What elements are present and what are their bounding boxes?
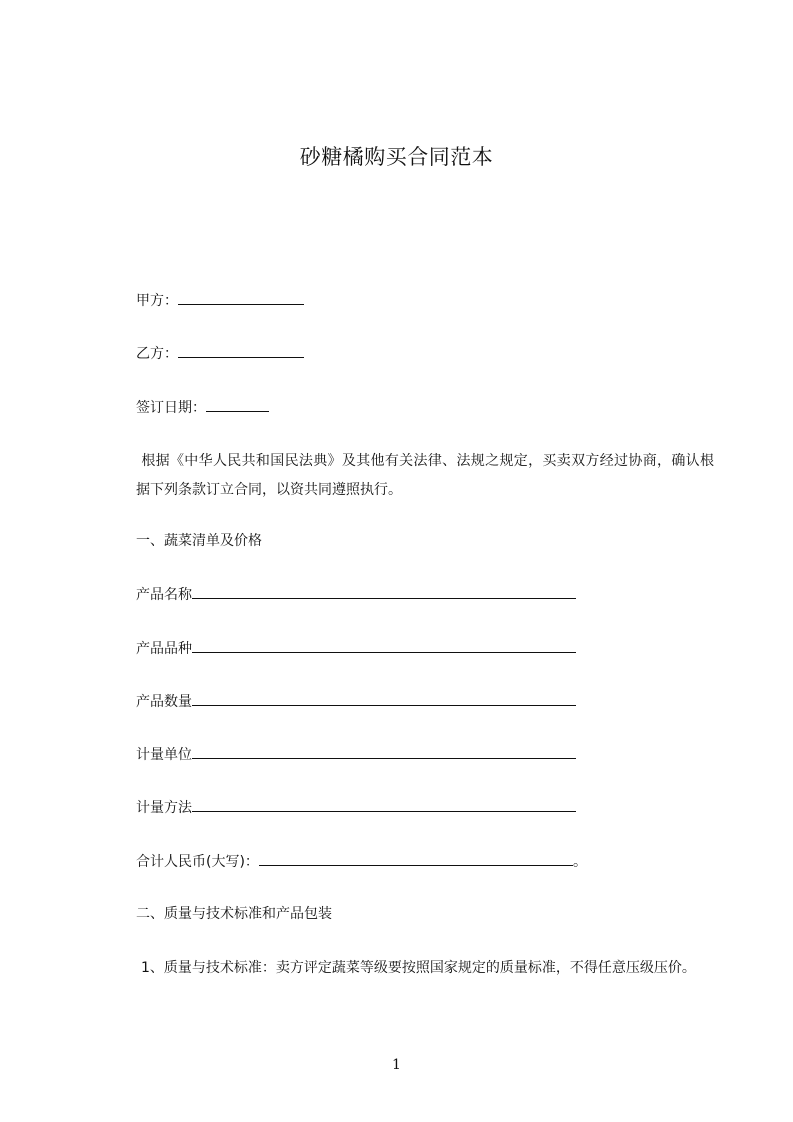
sign-date-blank [206,397,269,412]
field-label: 产品品种 [136,641,192,657]
field-label: 产品名称 [136,587,192,603]
party-a-blank [178,290,304,305]
field-label: 产品数量 [136,694,192,710]
party-a-line [136,290,304,311]
party-b-blank [178,343,304,358]
total-label: 合计人民币(大写)： [136,854,259,870]
total-line [136,851,587,872]
intro-paragraph [136,447,714,505]
field-row [136,584,576,605]
total-suffix: 。 [572,854,587,870]
clause-1-paragraph [136,954,714,983]
party-b-line [136,343,304,364]
field-blank [192,797,576,812]
page-number: 1 [392,1057,401,1073]
field-label: 计量单位 [136,747,192,763]
section1-heading: 一、蔬菜清单及价格 [136,533,262,549]
total-blank [259,851,573,866]
intro-text: 根据《中华人民共和国民法典》及其他有关法律、法规之规定，买卖双方经过协商，确认根据下列条款订立合同，以资共同遵照执行。 [136,453,714,498]
section2-heading: 二、质量与技术标准和产品包装 [136,906,332,922]
clause-1-text: 1、质量与技术标准：卖方评定蔬菜等级要按照国家规定的质量标准，不得任意压级压价。 [141,960,696,976]
field-blank [192,638,576,653]
party-b-label: 乙方： [136,346,178,362]
field-label: 计量方法 [136,800,192,816]
field-blank [192,744,576,759]
field-blank [192,584,576,599]
document-title: 砂糖橘购买合同范本 [299,145,494,169]
sign-date-line [136,397,269,418]
party-a-label: 甲方： [136,293,178,309]
sign-date-label: 签订日期： [136,400,206,416]
field-blank [192,691,576,706]
field-row [136,744,576,765]
field-row [136,638,576,659]
field-row [136,691,576,712]
field-row [136,797,576,818]
